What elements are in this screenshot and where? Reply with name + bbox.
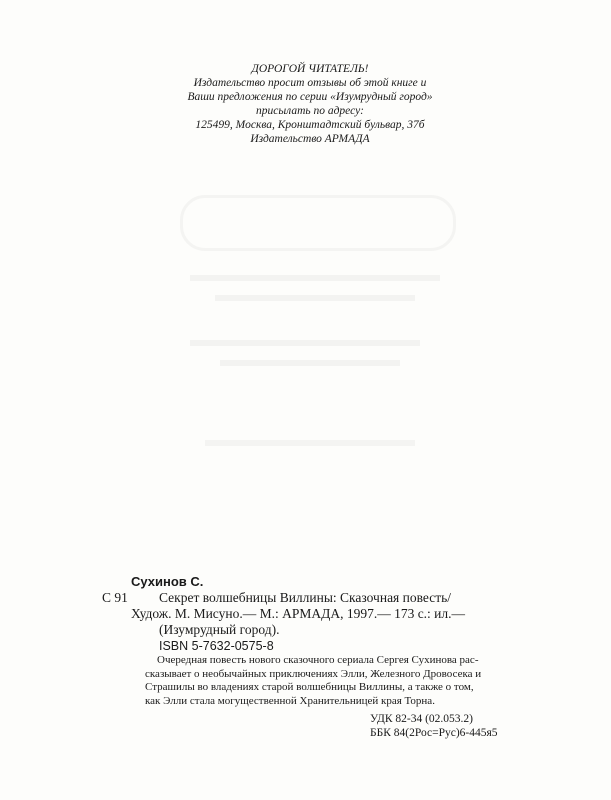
notice-address: 125499, Москва, Кронштадтский бульвар, 37б	[195, 119, 425, 131]
notice-line: присылать по адресу:	[256, 105, 364, 117]
notice-heading: ДОРОГОЙ ЧИТАТЕЛЬ!	[251, 63, 369, 75]
bbk-code: ББК 84(2Рос=Рус)6-445я5	[370, 727, 498, 739]
notice-line: Издательство просит отзывы об этой книге и	[193, 77, 427, 89]
annotation-line: Страшилы во владениях старой волшебницы Виллины, а также о том,	[145, 681, 474, 693]
annotation-line: сказывает о необычайных приключениях Элли, Железного Дровосека и	[145, 667, 482, 680]
description-line: Худож. М. Мисуно.— М.: АРМАДА, 1997.— 173 с.: ил.—	[131, 606, 466, 621]
catalog-code: С 91	[102, 590, 128, 605]
isbn: ISBN 5-7632-0575-8	[159, 639, 274, 653]
author-name: Сухинов С.	[131, 574, 204, 589]
description-line: Секрет волшебницы Виллины: Сказочная повесть/	[159, 590, 452, 605]
bleed-through-illustration	[150, 180, 480, 540]
annotation	[145, 654, 520, 708]
bibliographic-description	[131, 590, 526, 654]
annotation-line: Очередная повесть нового сказочного сериала Сергея Сухинова рас-	[157, 654, 479, 666]
classification-codes	[370, 712, 498, 740]
notice-publisher: Издательство АРМАДА	[250, 133, 370, 145]
annotation-line: как Элли стала могущественной Хранительницей края Торна.	[145, 694, 435, 707]
udk-code: УДК 82-34 (02.053.2)	[370, 713, 473, 725]
reader-notice	[160, 62, 460, 146]
notice-line: Ваши предложения по серии «Изумрудный город»	[187, 91, 433, 103]
description-line: (Изумрудный город).	[159, 622, 280, 637]
